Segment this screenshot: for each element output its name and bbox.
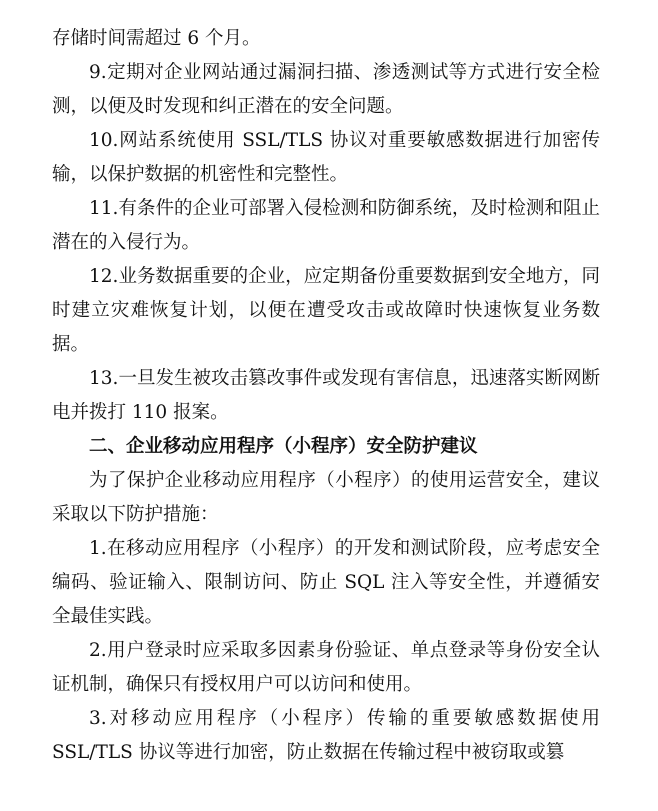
paragraph-item-12: 12.业务数据重要的企业，应定期备份重要数据到安全地方，同时建立灾难恢复计划，以便在遭受攻击或故障时快速恢复业务数据。 — [52, 266, 600, 355]
section-item-1: 1.在移动应用程序（小程序）的开发和测试阶段，应考虑安全编码、验证输入、限制访问、防止 SQL 注入等安全性，并遵循安全最佳实践。 — [52, 538, 600, 627]
paragraph-item-11: 11.有条件的企业可部署入侵检测和防御系统，及时检测和阻止潜在的入侵行为。 — [52, 198, 600, 253]
paragraph-item-9: 9.定期对企业网站通过漏洞扫描、渗透测试等方式进行安全检测，以便及时发现和纠正潜在的安全问题。 — [52, 62, 600, 117]
paragraph-item-13: 13.一旦发生被攻击篡改事件或发现有害信息，迅速落实断网断电并拨打 110 报案。 — [52, 368, 600, 423]
section-item-3: 3.对移动应用程序（小程序）传输的重要敏感数据使用SSL/TLS 协议等进行加密，防止数据在传输过程中被窃取或篡 — [52, 708, 600, 763]
paragraph-continuation: 存储时间需超过 6 个月。 — [52, 28, 261, 49]
section-heading: 二、企业移动应用程序（小程序）安全防护建议 — [89, 436, 478, 457]
section-item-2: 2.用户登录时应采取多因素身份验证、单点登录等身份安全认证机制，确保只有授权用户可以访问和使用。 — [52, 640, 600, 695]
document-page — [52, 22, 600, 770]
paragraph-item-10: 10.网站系统使用 SSL/TLS 协议对重要敏感数据进行加密传输，以保护数据的机密性和完整性。 — [52, 130, 600, 185]
section-intro-paragraph: 为了保护企业移动应用程序（小程序）的使用运营安全，建议采取以下防护措施： — [52, 470, 600, 525]
